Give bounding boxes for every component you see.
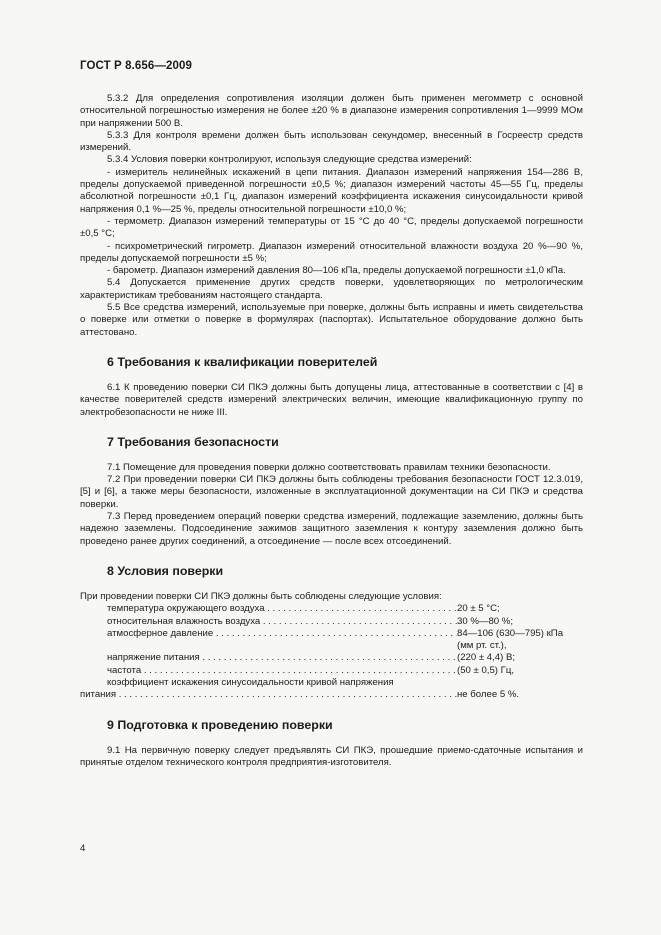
condition-label: температура окружающего воздуха . . . bbox=[107, 603, 457, 615]
condition-value: 20 ± 5 °С; bbox=[457, 603, 500, 615]
condition-label: относительная влажность воздуха . . . bbox=[107, 616, 457, 628]
document-header: ГОСТ Р 8.656—2009 bbox=[80, 60, 192, 72]
page-body bbox=[80, 93, 583, 769]
condition-label: напряжение питания . . . bbox=[107, 652, 457, 664]
paragraph-6-1: 6.1 К проведению поверки СИ ПКЭ должны быть допущены лица, аттестованные в соответствии с [4] в качестве поверителей средств измерений электрических величин, имеющие квалификационную группу по электробезопасности не ниже III. bbox=[80, 381, 583, 418]
condition-row bbox=[80, 603, 583, 615]
section-8-heading: 8 Условия поверки bbox=[107, 563, 224, 578]
list-item-distortion-meter: - измеритель нелинейных искажений в цепи питания. Диапазон измерений напряжения 154—286 В, пределы допускаемой приведенной погрешности ±0,5 %; диапазон измерений частоты 45—55 Гц, пределы абсолютной погрешности ±0,1 Гц, диапазон измерений коэффициента искажения синусоидальности кривой напряжения 0,1 %—25 %, пределы относительной погрешности ±10,0 %; bbox=[80, 166, 583, 215]
condition-value: не более 5 %. bbox=[457, 689, 520, 701]
condition-value: (50 ± 0,5) Гц, bbox=[457, 664, 515, 676]
condition-value: 30 %—80 %; bbox=[457, 615, 513, 627]
condition-value bbox=[457, 628, 583, 653]
list-item-barometer: - барометр. Диапазон измерений давления 80—106 кПа, пределы допускаемой погрешности ±1,0 кПа. bbox=[107, 265, 566, 277]
condition-row bbox=[80, 665, 583, 677]
condition-label: частота . . . bbox=[107, 665, 457, 677]
condition-row bbox=[80, 689, 583, 701]
section-9-heading: 9 Подготовка к проведению поверки bbox=[107, 717, 333, 732]
conditions-intro: При проведении поверки СИ ПКЭ должны быть соблюдены следующие условия: bbox=[80, 590, 442, 602]
list-item-thermometer: - термометр. Диапазон измерений температуры от 15 °С до 40 °С, пределы допускаемой погрешности ±0,5 °С; bbox=[80, 215, 583, 240]
paragraph-7-3: 7.3 Перед проведением операций поверки средства измерений, подлежащие заземлению, должны быть надежно заземлены. Подсоединение зажимов защитного заземления к контуру заземления должно быть проведено ранее других соединений, а отсоединение — после всех отсоединений. bbox=[80, 511, 583, 547]
paragraph-7-1: 7.1 Помещение для проведения поверки должно соответствовать правилам техники безопасности. bbox=[107, 461, 551, 473]
condition-row bbox=[80, 652, 583, 664]
condition-label: атмосферное давление . . . bbox=[107, 628, 457, 640]
condition-row bbox=[80, 616, 583, 628]
paragraph-5-3-2: 5.3.2 Для определения сопротивления изоляции должен быть применен мегомметр с основной относительной погрешностью измерения не более ±20 % в диапазоне измерения сопротивления 1—9999 МОм при напряжении 500 В. bbox=[80, 93, 583, 129]
condition-label-line: коэффициент искажения синусоидальности кривой напряжения bbox=[107, 676, 394, 688]
paragraph-7-2: 7.2 При проведении поверки СИ ПКЭ должны быть соблюдены требования безопасности ГОСТ 12.3.019, [5] и [6], а также меры безопасности, изложенные в эксплуатационной документации на СИ ПКЭ и средства поверки. bbox=[80, 474, 583, 510]
condition-value: (220 ± 4,4) В; bbox=[457, 652, 516, 664]
condition-row bbox=[80, 628, 583, 653]
condition-value-line: (мм рт. ст.), bbox=[457, 640, 507, 652]
paragraph-9-1: 9.1 На первичную поверку следует предъявлять СИ ПКЭ, прошедшие приемо-сдаточные испытания и принятые отделом технического контроля предприятия-изготовителя. bbox=[80, 744, 583, 768]
page-number: 4 bbox=[80, 843, 86, 854]
paragraph-5-4: 5.4 Допускается применение других средств поверки, удовлетворяющих по метрологическим характеристикам требованиям настоящего стандарта. bbox=[80, 277, 583, 301]
condition-label: питания . . . bbox=[80, 689, 457, 701]
paragraph-5-5: 5.5 Все средства измерений, используемые при поверке, должны быть исправны и иметь свидетельства о поверке или отметки о поверке в формулярах (паспортах). Испытательное оборудование должно быть аттестовано. bbox=[80, 302, 583, 338]
paragraph-5-3-4: 5.3.4 Условия поверки контролируют, используя следующие средства измерений: bbox=[107, 154, 472, 166]
section-7-heading: 7 Требования безопасности bbox=[107, 434, 279, 449]
list-item-hygrometer: - психрометрический гигрометр. Диапазон измерений относительной влажности воздуха 20 %—90 %, пределы допускаемой погрешности ±5 %; bbox=[80, 240, 583, 264]
condition-value-line: 84—106 (630—795) кПа bbox=[457, 627, 564, 639]
paragraph-5-3-3: 5.3.3 Для контроля времени должен быть использован секундомер, внесенный в Госреестр средств измерений. bbox=[80, 129, 583, 154]
section-6-heading: 6 Требования к квалификации поверителей bbox=[107, 354, 378, 369]
